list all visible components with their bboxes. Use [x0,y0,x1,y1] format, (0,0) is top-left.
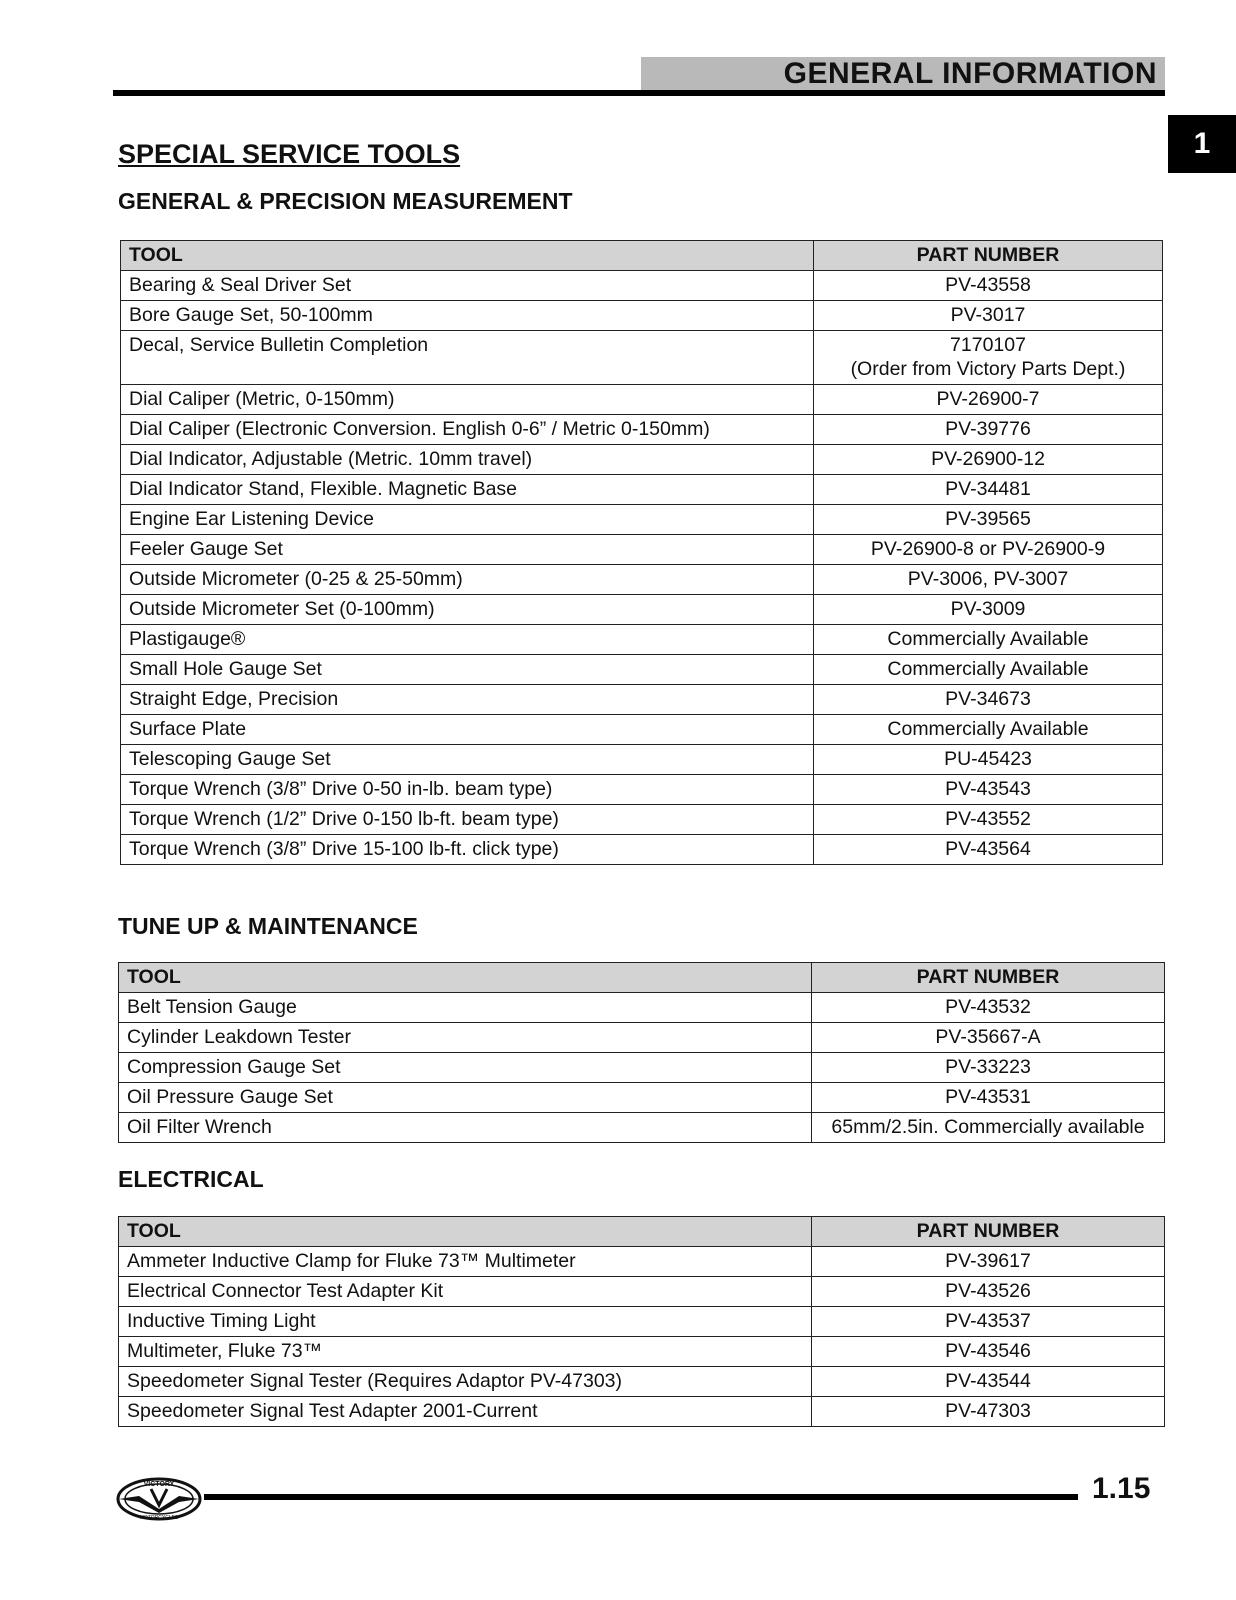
chapter-tab: 1 [1168,115,1236,173]
column-header-tool: TOOL [119,1217,812,1247]
tool-name-cell: Dial Caliper (Metric, 0-150mm) [121,385,814,415]
table-row [119,1113,1165,1143]
table-row [121,595,1163,625]
tool-name-cell: Bearing & Seal Driver Set [121,271,814,301]
table-row [121,685,1163,715]
tool-name-cell: Multimeter, Fluke 73™ [119,1337,812,1367]
tool-name-cell: Decal, Service Bulletin Completion [121,331,814,385]
table-row [119,1023,1165,1053]
tools-table-general-precision [120,240,1163,865]
tool-name-cell: Small Hole Gauge Set [121,655,814,685]
column-header-part-number: PART NUMBER [812,1217,1165,1247]
tool-name-cell: Speedometer Signal Tester (Requires Adaptor PV-47303) [119,1367,812,1397]
table-row [121,385,1163,415]
part-number-cell: PV-43532 [812,993,1165,1023]
part-number-cell: PV-43544 [812,1367,1165,1397]
tool-name-cell: Feeler Gauge Set [121,535,814,565]
part-number-cell: PV-43564 [814,835,1163,865]
table-row [119,1337,1165,1367]
part-number-cell: PV-43546 [812,1337,1165,1367]
part-number-cell: PV-39565 [814,505,1163,535]
table-row [119,1053,1165,1083]
part-number-cell: PV-3006, PV-3007 [814,565,1163,595]
table-row [121,301,1163,331]
part-number-cell: PV-43531 [812,1083,1165,1113]
table-row [119,993,1165,1023]
tool-name-cell: Torque Wrench (3/8” Drive 0-50 in-lb. beam type) [121,775,814,805]
tool-name-cell: Dial Caliper (Electronic Conversion. English 0-6” / Metric 0-150mm) [121,415,814,445]
table-row [121,715,1163,745]
tool-name-cell: Plastigauge® [121,625,814,655]
table-row [119,1307,1165,1337]
tools-table-electrical [118,1216,1165,1427]
part-number-cell: PV-35667-A [812,1023,1165,1053]
tool-name-cell: Oil Filter Wrench [119,1113,812,1143]
header-title: GENERAL INFORMATION [783,57,1157,90]
tool-name-cell: Bore Gauge Set, 50-100mm [121,301,814,331]
table-row [121,655,1163,685]
tool-name-cell: Compression Gauge Set [119,1053,812,1083]
tool-name-cell: Inductive Timing Light [119,1307,812,1337]
part-number-cell: PV-26900-8 or PV-26900-9 [814,535,1163,565]
tool-name-cell: Speedometer Signal Test Adapter 2001-Current [119,1397,812,1427]
tool-name-cell: Torque Wrench (1/2” Drive 0-150 lb-ft. beam type) [121,805,814,835]
page-title: SPECIAL SERVICE TOOLS [118,139,461,169]
part-number-cell: PV-3017 [814,301,1163,331]
part-number-cell: PV-43537 [812,1307,1165,1337]
tool-name-cell: Telescoping Gauge Set [121,745,814,775]
part-number-cell: PV-34673 [814,685,1163,715]
tool-name-cell: Surface Plate [121,715,814,745]
part-number-cell: 7170107 (Order from Victory Parts Dept.) [814,331,1163,385]
victory-logo [115,1475,203,1523]
table-row [121,331,1163,385]
section-heading-electrical: ELECTRICAL [118,1166,264,1192]
svg-text:VICTORY: VICTORY [143,1481,175,1488]
part-number-cell: PV-39617 [812,1247,1165,1277]
tool-name-cell: Outside Micrometer Set (0-100mm) [121,595,814,625]
table-row [121,505,1163,535]
table-row [121,805,1163,835]
tool-name-cell: Oil Pressure Gauge Set [119,1083,812,1113]
part-number-cell: PV-26900-7 [814,385,1163,415]
header-rule [113,90,1165,96]
part-number-cell: PV-39776 [814,415,1163,445]
tool-name-cell: Straight Edge, Precision [121,685,814,715]
table-row [121,835,1163,865]
tool-name-cell: Dial Indicator Stand, Flexible. Magnetic Base [121,475,814,505]
table-row [121,535,1163,565]
tool-name-cell: Torque Wrench (3/8” Drive 15-100 lb-ft. click type) [121,835,814,865]
table-row [121,745,1163,775]
part-number-cell: PU-45423 [814,745,1163,775]
section-heading-general-precision: GENERAL & PRECISION MEASUREMENT [118,188,573,214]
column-header-tool: TOOL [121,241,814,271]
part-number-cell: PV-43558 [814,271,1163,301]
tool-name-cell: Cylinder Leakdown Tester [119,1023,812,1053]
table-row [119,1277,1165,1307]
tool-name-cell: Electrical Connector Test Adapter Kit [119,1277,812,1307]
footer-rule [204,1494,1078,1500]
table-row [119,1083,1165,1113]
part-number-cell: 65mm/2.5in. Commercially available [812,1113,1165,1143]
tool-name-cell: Dial Indicator, Adjustable (Metric. 10mm travel) [121,445,814,475]
table-row [121,775,1163,805]
table-row [121,565,1163,595]
part-number-cell: PV-33223 [812,1053,1165,1083]
section-heading-tune-up: TUNE UP & MAINTENANCE [118,913,418,939]
table-row [121,625,1163,655]
table-row [119,1397,1165,1427]
part-number-cell: PV-43552 [814,805,1163,835]
tools-table-tune-up [118,962,1165,1143]
part-number-cell: PV-43526 [812,1277,1165,1307]
table-row [121,271,1163,301]
svg-text:MOTORCYCLES: MOTORCYCLES [139,1515,179,1521]
part-number-cell: PV-43543 [814,775,1163,805]
table-row [121,415,1163,445]
tool-name-cell: Engine Ear Listening Device [121,505,814,535]
table-row [121,475,1163,505]
table-row [119,1247,1165,1277]
page-number: 1.15 [1092,1472,1151,1505]
part-number-cell: PV-34481 [814,475,1163,505]
part-number-cell: Commercially Available [814,625,1163,655]
part-number-cell: PV-26900-12 [814,445,1163,475]
tool-name-cell: Outside Micrometer (0-25 & 25-50mm) [121,565,814,595]
part-number-cell: PV-3009 [814,595,1163,625]
part-number-cell: Commercially Available [814,715,1163,745]
column-header-tool: TOOL [119,963,812,993]
tool-name-cell: Belt Tension Gauge [119,993,812,1023]
tool-name-cell: Ammeter Inductive Clamp for Fluke 73™ Multimeter [119,1247,812,1277]
part-number-cell: Commercially Available [814,655,1163,685]
column-header-part-number: PART NUMBER [812,963,1165,993]
table-row [119,1367,1165,1397]
part-number-cell: PV-47303 [812,1397,1165,1427]
column-header-part-number: PART NUMBER [814,241,1163,271]
table-row [121,445,1163,475]
